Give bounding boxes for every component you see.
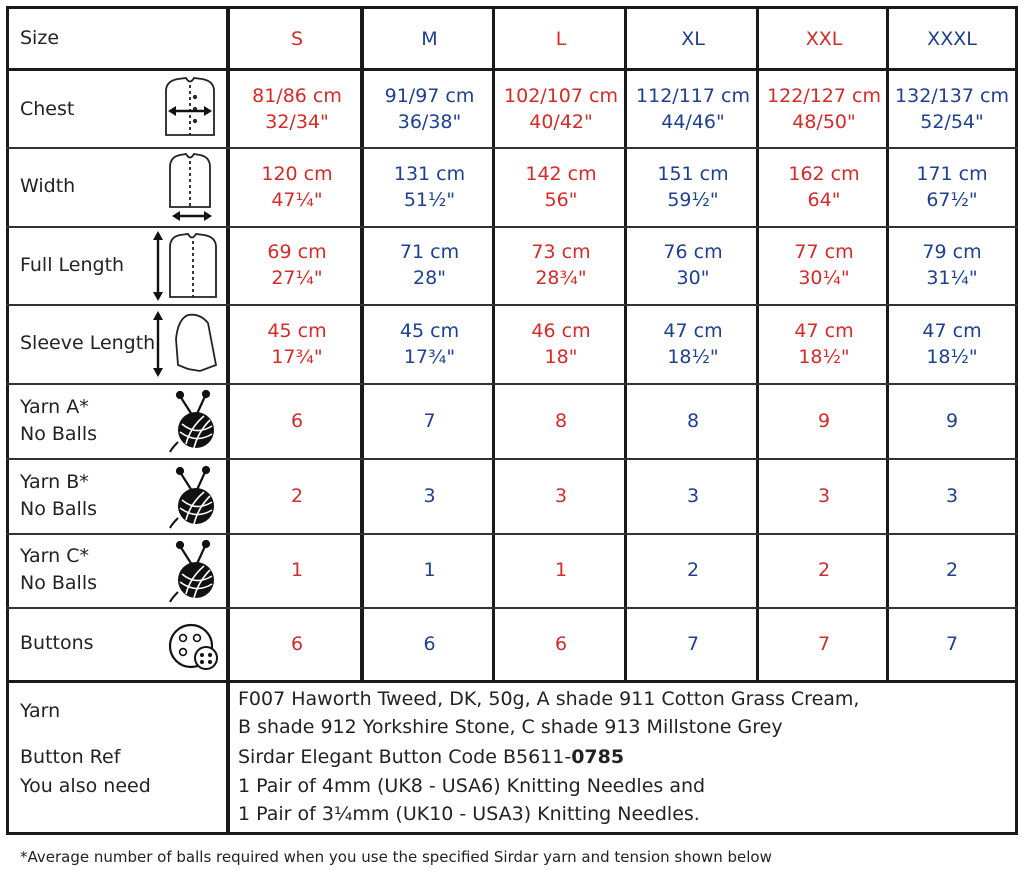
row-label-line: Chest	[20, 97, 75, 120]
cell-value-primary: 45 cm	[267, 319, 327, 342]
row-label-line: Sleeve Length	[20, 332, 156, 354]
cell-value-primary: 2	[686, 559, 700, 581]
table-cell-yarn-b-s	[230, 458, 364, 533]
table-cell-width-s	[230, 147, 364, 226]
also-need-value	[238, 772, 705, 828]
cell-value-secondary: 52/54"	[920, 111, 984, 133]
table-cell-yarn-c-m	[364, 533, 495, 607]
table-cell-buttons-xl	[627, 607, 759, 680]
table-cell-yarn-c-xl	[627, 533, 759, 607]
row-label-sleeve-length	[20, 304, 160, 383]
cell-value-primary: 6	[423, 632, 436, 655]
width-measure-icon	[160, 151, 220, 227]
table-cell-chest-m	[364, 71, 495, 147]
cell-value-primary: 1	[290, 559, 304, 581]
cell-value-primary: 6	[554, 632, 568, 655]
table-cell-chest-xxxl	[889, 71, 1015, 147]
yarn-description	[238, 685, 859, 741]
table-cell-full-length-xxxl	[889, 226, 1015, 304]
table-cell-yarn-b-m	[364, 458, 495, 533]
cell-value-primary: 151 cm	[657, 162, 729, 185]
size-header-s: S	[290, 27, 304, 50]
cell-value-secondary: 18½"	[926, 345, 978, 368]
row-label-width	[20, 147, 160, 226]
table-cell-full-length-m	[364, 226, 495, 304]
cell-value-primary: 6	[290, 409, 304, 432]
cell-value-secondary: 56"	[544, 188, 578, 211]
cell-value-secondary: 30"	[676, 267, 710, 289]
cell-value-primary: 7	[945, 632, 959, 655]
cell-value-primary: 47 cm	[794, 319, 854, 342]
cell-value-secondary: 48/50"	[792, 111, 856, 133]
size-header-label: Size	[20, 27, 60, 49]
table-cell-width-m	[364, 147, 495, 226]
table-cell-yarn-a-xxl	[759, 383, 889, 458]
cell-value-primary: 2	[817, 559, 831, 581]
table-cell-width-xl	[627, 147, 759, 226]
table-cell-buttons-m	[364, 607, 495, 680]
cell-value-secondary: 28"	[413, 267, 446, 289]
table-cell-sleeve-length-xl	[627, 304, 759, 383]
size-header-xxxl: XXXL	[927, 27, 977, 50]
table-cell-yarn-c-l	[495, 533, 627, 607]
cell-value-primary: 1	[554, 559, 568, 581]
cell-value-primary: 45 cm	[399, 319, 460, 342]
table-cell-yarn-c-xxxl	[889, 533, 1015, 607]
cell-value-primary: 8	[554, 409, 568, 432]
cell-value-secondary: 31¼"	[926, 267, 978, 289]
row-label-yarn-c	[20, 533, 160, 607]
cell-value-primary: 7	[423, 409, 436, 432]
table-cell-full-length-l	[495, 226, 627, 304]
table-cell-sleeve-length-m	[364, 304, 495, 383]
row-label-line: Yarn A*	[20, 395, 89, 418]
also-need-label: You also need	[20, 775, 151, 797]
cell-value-primary: 7	[817, 632, 831, 655]
row-label-chest	[20, 71, 160, 147]
size-header-l: L	[555, 27, 567, 50]
row-label-line: Full Length	[20, 253, 125, 276]
cell-value-primary: 3	[423, 484, 436, 507]
button-ref-value: Sirdar Elegant Button Code B5611-0785	[238, 746, 625, 768]
table-cell-yarn-b-xxxl	[889, 458, 1015, 533]
yarn-ball-icon	[168, 540, 220, 608]
cell-value-primary: 162 cm	[788, 162, 860, 185]
row-label-line: Yarn B*	[20, 470, 89, 493]
cell-value-secondary: 30¼"	[798, 267, 850, 289]
row-label-line: No Balls	[20, 497, 98, 520]
cell-value-primary: 122/127 cm	[767, 85, 881, 107]
cell-value-primary: 131 cm	[393, 162, 466, 185]
row-label-buttons	[20, 607, 160, 680]
cell-value-primary: 69 cm	[267, 241, 327, 263]
table-cell-sleeve-length-xxxl	[889, 304, 1015, 383]
cell-value-secondary: 67½"	[926, 188, 978, 211]
cell-value-primary: 8	[686, 409, 700, 432]
cell-value-secondary: 28¾"	[535, 267, 587, 289]
table-cell-chest-xxl	[759, 71, 889, 147]
row-label-line: No Balls	[20, 422, 98, 445]
yarn-label: Yarn	[20, 700, 61, 722]
cell-value-primary: 81/86 cm	[252, 85, 342, 107]
cell-value-primary: 2	[290, 484, 304, 507]
yarn-line-1: F007 Haworth Tweed, DK, 50g, A shade 911 Cotton Grass Cream,	[238, 688, 860, 710]
table-cell-chest-s	[230, 71, 364, 147]
cell-value-secondary: 17¾"	[271, 345, 323, 368]
cell-value-secondary: 44/46"	[661, 111, 725, 133]
yarn-ball-icon	[168, 390, 220, 458]
table-cell-yarn-a-m	[364, 383, 495, 458]
cell-value-primary: 3	[817, 484, 831, 507]
cell-value-primary: 102/107 cm	[504, 85, 618, 107]
cell-value-primary: 77 cm	[794, 241, 854, 263]
cell-value-primary: 73 cm	[531, 241, 591, 263]
button-ref-code: 0785	[571, 746, 625, 768]
table-cell-yarn-a-xxxl	[889, 383, 1015, 458]
cell-value-primary: 9	[817, 409, 831, 432]
row-label-line: Buttons	[20, 632, 94, 654]
cell-value-primary: 3	[686, 484, 700, 507]
yarn-line-2: B shade 912 Yorkshire Stone, C shade 913 Millstone Grey	[238, 716, 783, 738]
cell-value-primary: 112/117 cm	[636, 85, 750, 107]
table-cell-full-length-s	[230, 226, 364, 304]
row-label-yarn-b	[20, 458, 160, 533]
cell-value-primary: 91/97 cm	[384, 85, 475, 107]
chest-measure-icon	[160, 73, 220, 147]
table-cell-full-length-xxl	[759, 226, 889, 304]
table-cell-yarn-a-s	[230, 383, 364, 458]
table-cell-yarn-c-xxl	[759, 533, 889, 607]
size-header-xl: XL	[681, 27, 705, 50]
table-cell-width-xxxl	[889, 147, 1015, 226]
table-cell-yarn-c-s	[230, 533, 364, 607]
cell-value-primary: 46 cm	[531, 319, 591, 342]
row-label-line: Yarn C*	[20, 545, 89, 567]
table-cell-buttons-s	[230, 607, 364, 680]
yarn-ball-icon	[168, 466, 220, 534]
cell-value-primary: 2	[945, 559, 959, 581]
row-label-full-length	[20, 226, 160, 304]
button-ref-label: Button Ref	[20, 746, 121, 768]
cell-value-secondary: 27¼"	[271, 267, 323, 289]
row-label-yarn-a	[20, 383, 160, 458]
table-cell-buttons-xxxl	[889, 607, 1015, 680]
cell-value-secondary: 40/42"	[529, 111, 593, 133]
cell-value-secondary: 18½"	[798, 345, 850, 368]
cell-value-primary: 3	[945, 484, 959, 507]
cell-value-primary: 76 cm	[663, 241, 723, 263]
table-cell-chest-xl	[627, 71, 759, 147]
cell-value-primary: 142 cm	[525, 162, 597, 185]
table-cell-yarn-a-xl	[627, 383, 759, 458]
size-header-m: M	[421, 27, 438, 50]
button-icon	[166, 622, 222, 678]
table-cell-buttons-l	[495, 607, 627, 680]
cell-value-secondary: 32/34"	[265, 111, 329, 133]
footnote: *Average number of balls required when you use the specified Sirdar yarn and tension shown below	[20, 848, 772, 866]
cell-value-primary: 7	[686, 632, 700, 655]
row-label-line: No Balls	[20, 572, 98, 594]
length-measure-icon	[148, 229, 220, 307]
sleeve-measure-icon	[148, 309, 220, 383]
table-cell-sleeve-length-xxl	[759, 304, 889, 383]
need-line-2: 1 Pair of 3¼mm (UK10 - USA3) Knitting Needles.	[238, 803, 700, 825]
cell-value-primary: 9	[945, 409, 959, 432]
table-cell-yarn-b-xxl	[759, 458, 889, 533]
table-cell-yarn-b-xl	[627, 458, 759, 533]
cell-value-secondary: 18½"	[667, 345, 719, 368]
table-cell-sleeve-length-l	[495, 304, 627, 383]
table-cell-yarn-b-l	[495, 458, 627, 533]
cell-value-secondary: 36/38"	[397, 111, 462, 133]
table-cell-sleeve-length-s	[230, 304, 364, 383]
cell-value-primary: 47 cm	[663, 319, 723, 342]
cell-value-secondary: 47¼"	[271, 188, 323, 211]
cell-value-primary: 171 cm	[916, 162, 988, 185]
cell-value-primary: 1	[423, 559, 436, 581]
cell-value-secondary: 59½"	[667, 188, 719, 211]
table-cell-chest-l	[495, 71, 627, 147]
cell-value-primary: 132/137 cm	[895, 85, 1009, 107]
table-cell-width-xxl	[759, 147, 889, 226]
cell-value-secondary: 64"	[807, 188, 841, 211]
table-cell-width-l	[495, 147, 627, 226]
need-line-1: 1 Pair of 4mm (UK8 - USA6) Knitting Needles and	[238, 775, 706, 797]
cell-value-primary: 71 cm	[399, 241, 460, 263]
cell-value-primary: 47 cm	[922, 319, 982, 342]
cell-value-primary: 3	[554, 484, 568, 507]
table-cell-full-length-xl	[627, 226, 759, 304]
cell-value-secondary: 18"	[544, 345, 578, 368]
row-label-line: Width	[20, 175, 76, 197]
size-header-xxl: XXL	[805, 27, 843, 50]
cell-value-primary: 6	[290, 632, 304, 655]
cell-value-secondary: 17¾"	[403, 345, 456, 368]
cell-value-primary: 79 cm	[922, 241, 982, 263]
cell-value-primary: 120 cm	[261, 162, 333, 185]
table-cell-yarn-a-l	[495, 383, 627, 458]
table-cell-buttons-xxl	[759, 607, 889, 680]
cell-value-secondary: 51½"	[403, 188, 456, 211]
